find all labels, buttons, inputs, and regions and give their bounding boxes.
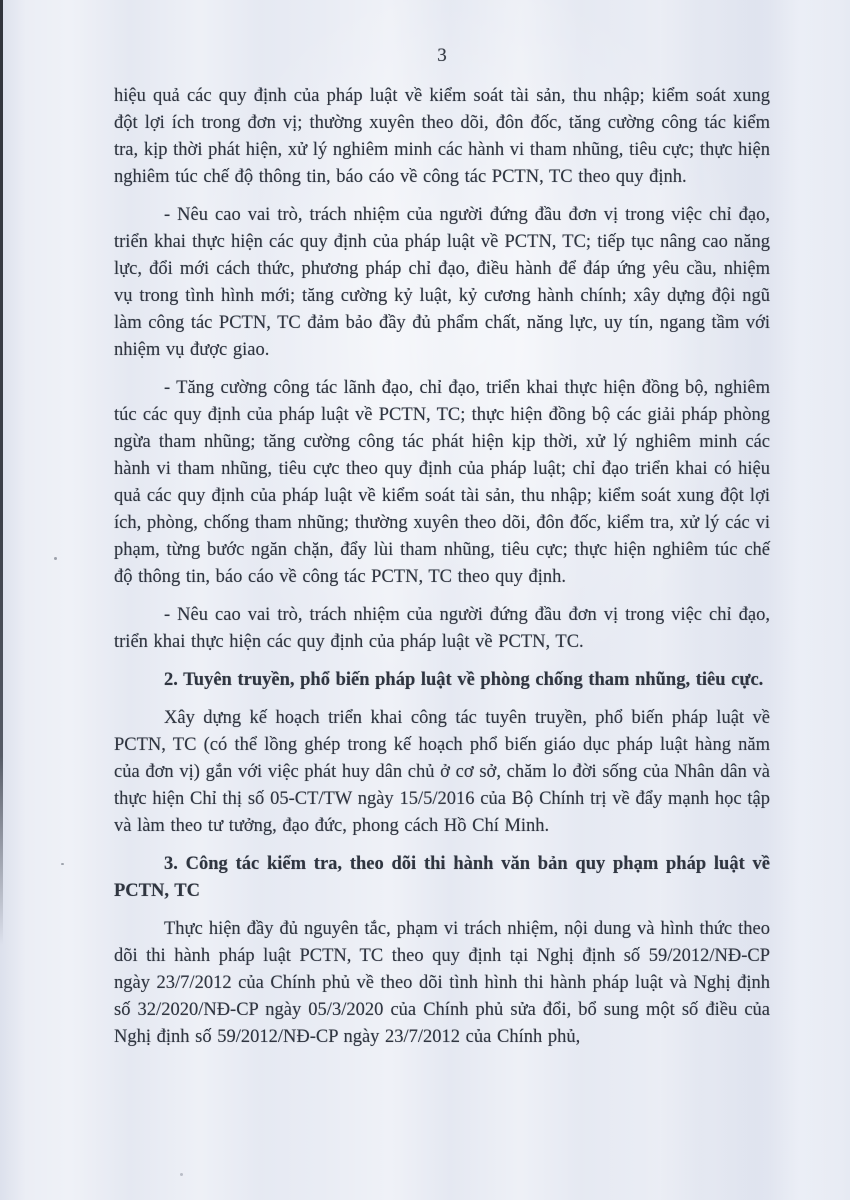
paper-speck	[180, 1173, 183, 1176]
page-number: 3	[437, 45, 447, 66]
paragraph: Xây dựng kế hoạch triển khai công tác tuyên truyền, phổ biến pháp luật về PCTN, TC (có thể lồng ghép trong kế hoạch phổ biến giáo dục pháp luật hàng năm của đơn vị) gắn với việc phát huy dân chủ ở cơ sở, chăm lo đời sống của Nhân dân và thực hiện Chỉ thị số 05-CT/TW ngày 15/5/2016 của Bộ Chính trị về đẩy mạnh học tập và làm theo tư tưởng, đạo đức, phong cách Hồ Chí Minh.	[114, 708, 770, 836]
section-heading-3: 3. Công tác kiểm tra, theo dõi thi hành văn bản quy phạm pháp luật về PCTN, TC	[114, 854, 770, 901]
document-body	[114, 83, 770, 1062]
paragraph-continuation: hiệu quả các quy định của pháp luật về kiểm soát tài sản, thu nhập; kiểm soát xung đột lợi ích trong đơn vị; thường xuyên theo dõi, đôn đốc, tăng cường công tác kiểm tra, kịp thời phát hiện, xử lý nghiêm minh các hành vi tham nhũng, tiêu cực; thực hiện nghiêm túc chế độ thông tin, báo cáo về công tác PCTN, TC theo quy định.	[114, 86, 770, 187]
paper-speck	[54, 557, 57, 560]
paragraph-bullet: - Nêu cao vai trò, trách nhiệm của người đứng đầu đơn vị trong việc chỉ đạo, triển khai thực hiện các quy định của pháp luật về PCTN, TC; tiếp tục nâng cao năng lực, đổi mới cách thức, phương pháp chỉ đạo, điều hành để đáp ứng yêu cầu, nhiệm vụ trong tình hình mới; tăng cường kỷ luật, kỷ cương hành chính; xây dựng đội ngũ làm công tác PCTN, TC đảm bảo đầy đủ phẩm chất, năng lực, uy tín, ngang tầm với nhiệm vụ được giao.	[114, 205, 770, 360]
scan-edge-artifact	[0, 0, 3, 945]
section-heading-2: 2. Tuyên truyền, phổ biến pháp luật về phòng chống tham nhũng, tiêu cực.	[164, 670, 764, 690]
paragraph-bullet: - Tăng cường công tác lãnh đạo, chỉ đạo, triển khai thực hiện đồng bộ, nghiêm túc các quy định của pháp luật về PCTN, TC; thực hiện đồng bộ các giải pháp phòng ngừa tham nhũng; tăng cường công tác phát hiện kịp thời, xử lý nghiêm minh các hành vi tham nhũng, tiêu cực theo quy định của pháp luật; chỉ đạo triển khai có hiệu quả các quy định của pháp luật về kiểm soát tài sản, thu nhập; kiểm soát xung đột lợi ích, phòng, chống tham nhũng; thường xuyên theo dõi, đôn đốc, kiểm tra, xử lý các vi phạm, từng bước ngăn chặn, đẩy lùi tham nhũng, tiêu cực; thực hiện nghiêm túc chế độ thông tin, báo cáo về công tác PCTN, TC theo quy định.	[114, 378, 770, 587]
paragraph-bullet: - Nêu cao vai trò, trách nhiệm của người đứng đầu đơn vị trong việc chỉ đạo, triển khai thực hiện các quy định của pháp luật về PCTN, TC.	[114, 605, 770, 652]
paragraph: Thực hiện đầy đủ nguyên tắc, phạm vi trách nhiệm, nội dung và hình thức theo dõi thi hành pháp luật PCTN, TC theo quy định tại Nghị định số 59/2012/NĐ-CP ngày 23/7/2012 của Chính phủ về theo dõi tình hình thi hành pháp luật và Nghị định số 32/2020/NĐ-CP ngày 05/3/2020 của Chính phủ sửa đổi, bổ sung một số điều của Nghị định số 59/2012/NĐ-CP ngày 23/7/2012 của Chính phủ,	[114, 919, 770, 1047]
paper-speck	[61, 863, 64, 865]
